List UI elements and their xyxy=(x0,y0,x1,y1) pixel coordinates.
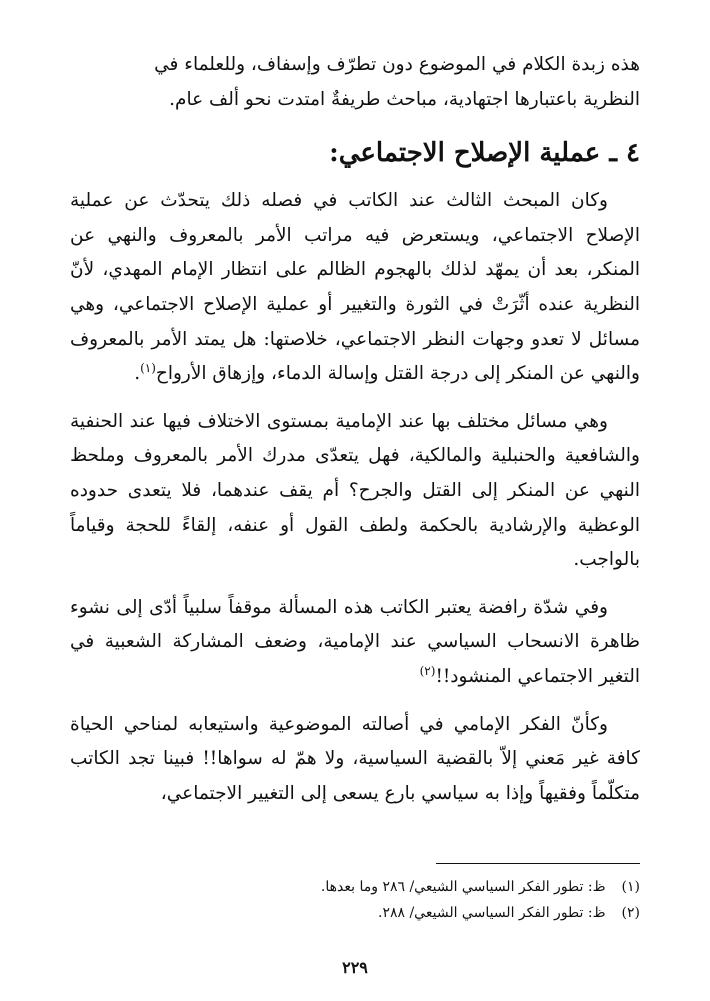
footnote-ref-2[interactable]: (٢) xyxy=(419,663,436,678)
paragraph-2-text: وهي مسائل مختلف بها عند الإمامية بمستوى الاختلاف فيها عند الحنفية والشافعية والحنبلية والمالكية، فهل يتعدّى مدرك الأمر بالمعروف وملحظ النهي عن المنكر إلى القتل والجرح؟ أم يقف عندهما، فلا يتعدى حدوده الوعظية والإرشادية بالحكمة ولطف القول أو عنفه، إلقاءً للحجة وقياماً بالواجب. xyxy=(70,410,640,571)
intro-line-2: النظرية باعتبارها اجتهادية، مباحث طريفةٌ امتدت نحو ألف عام. xyxy=(169,88,640,110)
intro-line-1: هذه زبدة الكلام في الموضوع دون تطرّف وإسفاف، وللعلماء في xyxy=(154,54,640,75)
intro-paragraph xyxy=(70,48,640,117)
paragraph-1-tail: . xyxy=(134,363,141,385)
section-heading: ٤ ـ عملية الإصلاح الاجتماعي: xyxy=(329,138,640,169)
paragraph-3-text: وفي شدّة رافضة يعتبر الكاتب هذه المسألة موقفاً سلبياً أدّى إلى نشوء ظاهرة الانسحاب السياسي عند الإمامية، وضعف المشاركة الشعبية في التغير الاجتماعي المنشود!! xyxy=(70,596,640,687)
footnote-number: (٢) xyxy=(621,905,640,921)
footnote-number: (١) xyxy=(621,879,640,895)
paragraph-1-text: وكان المبحث الثالث عند الكاتب في فصله ذلك يتحدّث عن عملية الإصلاح الاجتماعي، ويستعرض فيه مراتب الأمر بالمعروف والنهي عن المنكر، بعد أن يمهّد لذلك بالهجوم الظالم على انتظار الإمام المهدي، لأنّ النظرية عنده أثّرَتْ في الثورة والتغيير أو عملية الإصلاح الاجتماعي، وهي مسائل لا تعدو وجهات النظر الاجتماعي، خلاصتها: هل يمتد الأمر بالمعروف والنهي عن المنكر إلى درجة القتل وإسالة الدماء، وإزهاق الأرواح xyxy=(70,190,640,385)
footnotes xyxy=(70,874,640,926)
paragraph-1 xyxy=(70,184,640,392)
footnote-text: ظ: تطور الفكر السياسي الشيعي/ ٢٨٨. xyxy=(378,905,606,921)
footnote-item xyxy=(70,874,640,900)
paragraph-4-text: وكأنّ الفكر الإمامي في أصالته الموضوعية واستيعابه لمناحي الحياة كافة غير مَعني إلاّ بالقضية السياسية، ولا همّ له سواها!! فبينا تجد الكاتب متكلّماً وفقيهاً وإذا به سياسي بارع يسعى إلى التغيير الاجتماعي، xyxy=(70,713,640,804)
footnote-text: ظ: تطور الفكر السياسي الشيعي/ ٢٨٦ وما بعدها. xyxy=(320,879,606,895)
footnote-divider xyxy=(436,863,640,864)
footnote-item xyxy=(70,900,640,926)
paragraph-2 xyxy=(70,405,640,578)
paragraph-4 xyxy=(70,708,640,812)
paragraph-3 xyxy=(70,591,640,695)
footnote-ref-1[interactable]: (١) xyxy=(140,361,156,375)
page-number: ٢٢٩ xyxy=(342,958,368,977)
